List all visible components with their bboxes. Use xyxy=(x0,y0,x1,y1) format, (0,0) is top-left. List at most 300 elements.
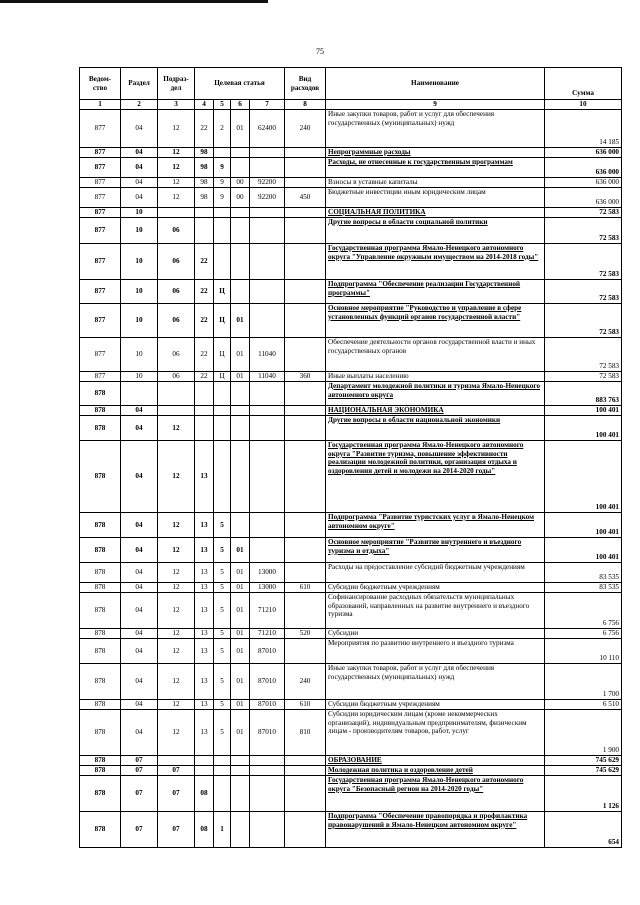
cell-subsection: 12 xyxy=(158,148,195,158)
cell-expense-type: 610 xyxy=(285,583,326,593)
cell-target-4 xyxy=(250,776,285,812)
cell-expense-type xyxy=(285,538,326,563)
cell-section: 04 xyxy=(121,538,158,563)
cell-target-2 xyxy=(214,244,231,280)
cell-target-3 xyxy=(231,766,250,776)
cell-name: Непрограммные расходы xyxy=(326,148,545,158)
cell-subsection: 12 xyxy=(158,188,195,208)
cell-target-4: 11040 xyxy=(250,372,285,382)
table-row xyxy=(80,158,622,178)
cell-name: Субсидии бюджетным учреждениям xyxy=(326,700,545,710)
cell-expense-type xyxy=(285,416,326,441)
cell-subsection: 12 xyxy=(158,629,195,639)
cell-target-1: 08 xyxy=(195,776,214,812)
cell-target-1 xyxy=(195,382,214,406)
cell-subsection: 12 xyxy=(158,441,195,513)
cell-name: Департамент молодежной политики и туризма Ямало-Ненецкого автономного округа xyxy=(326,382,545,406)
col-number: 6 xyxy=(231,100,250,110)
cell-sum: 654 xyxy=(545,812,622,848)
cell-target-2 xyxy=(214,218,231,244)
cell-department: 878 xyxy=(80,700,121,710)
table-row xyxy=(80,406,622,416)
cell-department: 877 xyxy=(80,280,121,304)
cell-target-1: 22 xyxy=(195,280,214,304)
cell-subsection: 12 xyxy=(158,416,195,441)
cell-expense-type: 520 xyxy=(285,629,326,639)
cell-name: Субсидии юридическим лицам (кроме некоммерческих организаций), индивидуальным предпринимателям, физическим лицам - производителям товаров, работ, услуг xyxy=(326,710,545,756)
cell-target-1: 22 xyxy=(195,372,214,382)
cell-name: Государственная программа Ямало-Ненецкого автономного округа "Развитие туризма, повышение эффективности реализации молодежной политики, организация отдыха и оздоровления детей и молодежи на 2014-2020 годы" xyxy=(326,441,545,513)
cell-name: Другие вопросы в области национальной экономики xyxy=(326,416,545,441)
cell-sum: 6 510 xyxy=(545,700,622,710)
cell-sum: 100 401 xyxy=(545,416,622,441)
cell-department: 878 xyxy=(80,538,121,563)
cell-expense-type: 810 xyxy=(285,710,326,756)
cell-expense-type xyxy=(285,158,326,178)
cell-expense-type xyxy=(285,776,326,812)
cell-target-1: 13 xyxy=(195,629,214,639)
cell-subsection xyxy=(158,756,195,766)
cell-expense-type xyxy=(285,208,326,218)
cell-target-2: Ц xyxy=(214,280,231,304)
cell-department: 878 xyxy=(80,629,121,639)
cell-name: Бюджетные инвестиции иным юридическим лицам xyxy=(326,188,545,208)
cell-target-1 xyxy=(195,218,214,244)
cell-section: 10 xyxy=(121,244,158,280)
table-row xyxy=(80,148,622,158)
header-sum: Сумма xyxy=(545,68,622,100)
table-row xyxy=(80,110,622,148)
cell-name: Иные выплаты населению xyxy=(326,372,545,382)
table-row xyxy=(80,188,622,208)
col-number: 9 xyxy=(326,100,545,110)
table-row xyxy=(80,583,622,593)
cell-expense-type xyxy=(285,812,326,848)
cell-sum: 636 000 xyxy=(545,188,622,208)
cell-name: Основное мероприятие "Руководство и управление в сфере установленных функций органов государственной власти" xyxy=(326,304,545,338)
cell-target-3 xyxy=(231,812,250,848)
cell-sum: 72 583 xyxy=(545,208,622,218)
cell-target-1: 98 xyxy=(195,188,214,208)
cell-sum: 6 756 xyxy=(545,629,622,639)
cell-subsection: 06 xyxy=(158,244,195,280)
table-row xyxy=(80,756,622,766)
cell-subsection: 06 xyxy=(158,218,195,244)
cell-department: 877 xyxy=(80,148,121,158)
cell-target-4 xyxy=(250,756,285,766)
cell-name: Подпрограмма "Обеспечение реализации Государственной программы" xyxy=(326,280,545,304)
cell-target-4 xyxy=(250,441,285,513)
table-row xyxy=(80,441,622,513)
cell-section: 04 xyxy=(121,178,158,188)
cell-target-4: 87010 xyxy=(250,664,285,700)
cell-section: 04 xyxy=(121,441,158,513)
cell-target-4 xyxy=(250,208,285,218)
cell-expense-type xyxy=(285,338,326,372)
cell-sum: 72 583 xyxy=(545,338,622,372)
cell-target-2: 2 xyxy=(214,110,231,148)
cell-target-2 xyxy=(214,776,231,812)
cell-target-2: 5 xyxy=(214,664,231,700)
cell-subsection: 07 xyxy=(158,766,195,776)
cell-department: 878 xyxy=(80,766,121,776)
cell-name: Основное мероприятие "Развитие внутреннего и въездного туризма и отдыха" xyxy=(326,538,545,563)
table-row xyxy=(80,382,622,406)
cell-expense-type xyxy=(285,148,326,158)
cell-target-2: 5 xyxy=(214,513,231,538)
cell-target-2 xyxy=(214,416,231,441)
cell-subsection: 12 xyxy=(158,583,195,593)
cell-sum: 14 185 xyxy=(545,110,622,148)
col-number: 7 xyxy=(250,100,285,110)
cell-subsection xyxy=(158,208,195,218)
table-row xyxy=(80,563,622,583)
cell-sum: 83 535 xyxy=(545,563,622,583)
cell-section: 07 xyxy=(121,756,158,766)
cell-sum: 72 583 xyxy=(545,218,622,244)
cell-section: 04 xyxy=(121,110,158,148)
cell-target-1: 22 xyxy=(195,244,214,280)
cell-target-1 xyxy=(195,756,214,766)
cell-sum: 745 629 xyxy=(545,756,622,766)
cell-sum: 636 000 xyxy=(545,148,622,158)
cell-section: 07 xyxy=(121,776,158,812)
cell-target-2: Ц xyxy=(214,304,231,338)
cell-department: 878 xyxy=(80,664,121,700)
cell-target-2: 5 xyxy=(214,710,231,756)
cell-target-3 xyxy=(231,218,250,244)
col-number: 4 xyxy=(195,100,214,110)
cell-target-4 xyxy=(250,538,285,563)
cell-target-4 xyxy=(250,513,285,538)
cell-target-2 xyxy=(214,148,231,158)
cell-subsection: 12 xyxy=(158,639,195,664)
cell-department: 878 xyxy=(80,382,121,406)
cell-expense-type: 450 xyxy=(285,188,326,208)
cell-department: 877 xyxy=(80,338,121,372)
cell-target-4: 62400 xyxy=(250,110,285,148)
cell-section: 04 xyxy=(121,158,158,178)
cell-target-1 xyxy=(195,406,214,416)
cell-section: 10 xyxy=(121,218,158,244)
cell-subsection: 12 xyxy=(158,538,195,563)
cell-subsection: 12 xyxy=(158,664,195,700)
cell-section: 10 xyxy=(121,372,158,382)
cell-expense-type xyxy=(285,244,326,280)
cell-department: 877 xyxy=(80,178,121,188)
cell-expense-type: 240 xyxy=(285,110,326,148)
cell-target-4 xyxy=(250,218,285,244)
cell-section: 04 xyxy=(121,416,158,441)
cell-expense-type xyxy=(285,280,326,304)
cell-sum: 100 401 xyxy=(545,538,622,563)
cell-subsection: 12 xyxy=(158,513,195,538)
cell-sum: 72 583 xyxy=(545,280,622,304)
cell-name: Расходы, не отнесенные к государственным программам xyxy=(326,158,545,178)
cell-target-3: 01 xyxy=(231,304,250,338)
cell-section: 04 xyxy=(121,710,158,756)
table-body xyxy=(80,110,622,848)
table-row xyxy=(80,776,622,812)
cell-subsection: 12 xyxy=(158,110,195,148)
cell-sum: 745 629 xyxy=(545,766,622,776)
cell-section: 04 xyxy=(121,148,158,158)
cell-target-3 xyxy=(231,776,250,812)
cell-section: 04 xyxy=(121,406,158,416)
cell-target-3 xyxy=(231,158,250,178)
cell-target-4: 87010 xyxy=(250,710,285,756)
cell-target-4: 11040 xyxy=(250,338,285,372)
budget-table xyxy=(79,67,622,848)
cell-target-3: 01 xyxy=(231,110,250,148)
cell-subsection: 06 xyxy=(158,280,195,304)
cell-sum: 1 126 xyxy=(545,776,622,812)
cell-subsection: 12 xyxy=(158,710,195,756)
cell-section: 04 xyxy=(121,188,158,208)
cell-expense-type xyxy=(285,756,326,766)
header-name: Наименование xyxy=(326,68,545,100)
cell-target-1: 98 xyxy=(195,158,214,178)
col-number: 2 xyxy=(121,100,158,110)
table-row xyxy=(80,538,622,563)
col-number: 10 xyxy=(545,100,622,110)
cell-target-2: 5 xyxy=(214,700,231,710)
cell-target-3: 00 xyxy=(231,188,250,208)
cell-name: Иные закупки товаров, работ и услуг для обеспечения государственных (муниципальных) нужд xyxy=(326,110,545,148)
cell-section: 04 xyxy=(121,593,158,629)
cell-department: 878 xyxy=(80,406,121,416)
cell-section: 07 xyxy=(121,812,158,848)
cell-name: Софинансирование расходных обязательств муниципальных образований, направленных на развитие внутреннего и въездного туризма xyxy=(326,593,545,629)
cell-target-2: 5 xyxy=(214,583,231,593)
cell-name: Мероприятия по развитию внутреннего и въездного туризма xyxy=(326,639,545,664)
cell-department: 877 xyxy=(80,110,121,148)
cell-target-1: 13 xyxy=(195,513,214,538)
cell-target-2 xyxy=(214,766,231,776)
cell-department: 877 xyxy=(80,304,121,338)
cell-subsection: 12 xyxy=(158,158,195,178)
cell-department: 878 xyxy=(80,812,121,848)
cell-target-2: Ц xyxy=(214,372,231,382)
cell-target-3: 01 xyxy=(231,593,250,629)
table-row xyxy=(80,766,622,776)
cell-department: 878 xyxy=(80,513,121,538)
cell-target-2 xyxy=(214,756,231,766)
cell-target-4: 13000 xyxy=(250,583,285,593)
table-row xyxy=(80,812,622,848)
cell-target-3: 01 xyxy=(231,338,250,372)
cell-target-1: 13 xyxy=(195,639,214,664)
top-rule xyxy=(0,0,268,3)
cell-target-3: 01 xyxy=(231,629,250,639)
column-number-row xyxy=(80,100,622,110)
cell-subsection xyxy=(158,382,195,406)
cell-target-2: 5 xyxy=(214,593,231,629)
cell-department: 878 xyxy=(80,639,121,664)
table-row xyxy=(80,304,622,338)
cell-sum: 6 756 xyxy=(545,593,622,629)
cell-sum: 72 583 xyxy=(545,244,622,280)
cell-sum: 10 110 xyxy=(545,639,622,664)
cell-target-2: 5 xyxy=(214,563,231,583)
cell-expense-type: 360 xyxy=(285,372,326,382)
table-row xyxy=(80,280,622,304)
cell-department: 878 xyxy=(80,563,121,583)
cell-target-4 xyxy=(250,416,285,441)
cell-target-4 xyxy=(250,244,285,280)
cell-sum: 72 583 xyxy=(545,372,622,382)
table-row xyxy=(80,372,622,382)
table-row xyxy=(80,244,622,280)
cell-name: СОЦИАЛЬНАЯ ПОЛИТИКА xyxy=(326,208,545,218)
cell-subsection: 12 xyxy=(158,700,195,710)
table-row xyxy=(80,639,622,664)
cell-department: 878 xyxy=(80,593,121,629)
cell-target-2: Ц xyxy=(214,338,231,372)
cell-target-4: 13000 xyxy=(250,563,285,583)
cell-name: Другие вопросы в области социальной политики xyxy=(326,218,545,244)
header-section: Раздел xyxy=(121,68,158,100)
cell-expense-type xyxy=(285,406,326,416)
cell-target-4: 71210 xyxy=(250,593,285,629)
page-number: 75 xyxy=(316,47,324,56)
cell-expense-type xyxy=(285,382,326,406)
cell-expense-type xyxy=(285,593,326,629)
cell-target-2 xyxy=(214,208,231,218)
cell-target-3 xyxy=(231,756,250,766)
cell-target-3: 01 xyxy=(231,700,250,710)
cell-target-2: 9 xyxy=(214,188,231,208)
cell-target-3: 01 xyxy=(231,710,250,756)
cell-sum: 636 000 xyxy=(545,178,622,188)
cell-target-4: 87010 xyxy=(250,639,285,664)
cell-target-1: 13 xyxy=(195,583,214,593)
cell-sum: 1 700 xyxy=(545,664,622,700)
cell-section: 10 xyxy=(121,208,158,218)
cell-section: 04 xyxy=(121,639,158,664)
cell-section: 10 xyxy=(121,280,158,304)
cell-target-1: 98 xyxy=(195,148,214,158)
cell-target-1 xyxy=(195,208,214,218)
cell-target-3: 01 xyxy=(231,583,250,593)
cell-name: Государственная программа Ямало-Ненецкого автономного округа "Безопасный регион на 2014-2020 годы" xyxy=(326,776,545,812)
cell-target-1: 13 xyxy=(195,700,214,710)
cell-target-3: 01 xyxy=(231,538,250,563)
cell-target-2: 9 xyxy=(214,178,231,188)
cell-target-1: 13 xyxy=(195,441,214,513)
table-row xyxy=(80,513,622,538)
cell-target-3: 01 xyxy=(231,372,250,382)
header-target-article: Целевая статья xyxy=(195,68,285,100)
cell-target-3 xyxy=(231,208,250,218)
cell-subsection: 06 xyxy=(158,338,195,372)
cell-department: 878 xyxy=(80,583,121,593)
cell-department: 877 xyxy=(80,158,121,178)
cell-target-3 xyxy=(231,441,250,513)
cell-target-1: 13 xyxy=(195,593,214,629)
cell-target-1 xyxy=(195,766,214,776)
cell-expense-type xyxy=(285,639,326,664)
cell-target-4 xyxy=(250,148,285,158)
cell-expense-type xyxy=(285,304,326,338)
cell-sum: 883 763 xyxy=(545,382,622,406)
cell-target-3: 01 xyxy=(231,639,250,664)
cell-section: 04 xyxy=(121,629,158,639)
cell-sum: 100 401 xyxy=(545,406,622,416)
cell-department: 877 xyxy=(80,244,121,280)
cell-section: 10 xyxy=(121,304,158,338)
cell-name: Взносы в уставные капиталы xyxy=(326,178,545,188)
header-expense-type: Вид расходов xyxy=(285,68,326,100)
cell-sum: 1 900 xyxy=(545,710,622,756)
col-number: 8 xyxy=(285,100,326,110)
cell-target-4 xyxy=(250,158,285,178)
cell-target-4 xyxy=(250,280,285,304)
cell-expense-type xyxy=(285,218,326,244)
cell-subsection: 06 xyxy=(158,372,195,382)
cell-target-1: 98 xyxy=(195,178,214,188)
cell-target-3 xyxy=(231,416,250,441)
table-row xyxy=(80,700,622,710)
cell-name: Государственная программа Ямало-Ненецкого автономного округа "Управление окружным имуществом на 2014-2018 годы" xyxy=(326,244,545,280)
cell-section: 04 xyxy=(121,700,158,710)
cell-target-1: 13 xyxy=(195,710,214,756)
cell-target-4 xyxy=(250,766,285,776)
cell-sum: 636 000 xyxy=(545,158,622,178)
cell-target-4: 71210 xyxy=(250,629,285,639)
cell-target-1: 13 xyxy=(195,664,214,700)
cell-target-2: 5 xyxy=(214,639,231,664)
cell-expense-type: 610 xyxy=(285,700,326,710)
table-row xyxy=(80,338,622,372)
cell-target-4: 87010 xyxy=(250,700,285,710)
cell-target-3: 01 xyxy=(231,664,250,700)
cell-expense-type xyxy=(285,178,326,188)
header-subsection: Подраз- дел xyxy=(158,68,195,100)
table-row xyxy=(80,629,622,639)
cell-expense-type xyxy=(285,766,326,776)
cell-name: Подпрограмма "Развитие туристских услуг в Ямало-Ненецком автономном округе" xyxy=(326,513,545,538)
cell-target-2: 9 xyxy=(214,158,231,178)
cell-section: 07 xyxy=(121,766,158,776)
cell-name: Подпрограмма "Обеспечение правопорядка и профилактика правонарушений в Ямало-Ненецком автономном округе" xyxy=(326,812,545,848)
cell-target-3 xyxy=(231,382,250,406)
cell-target-4: 92200 xyxy=(250,188,285,208)
cell-target-1: 08 xyxy=(195,812,214,848)
cell-department: 877 xyxy=(80,208,121,218)
cell-sum: 100 401 xyxy=(545,513,622,538)
cell-target-2 xyxy=(214,382,231,406)
table-row xyxy=(80,208,622,218)
cell-subsection: 12 xyxy=(158,178,195,188)
cell-target-1: 13 xyxy=(195,563,214,583)
cell-subsection xyxy=(158,406,195,416)
cell-target-1: 13 xyxy=(195,538,214,563)
cell-name: НАЦИОНАЛЬНАЯ ЭКОНОМИКА xyxy=(326,406,545,416)
cell-subsection: 07 xyxy=(158,812,195,848)
cell-department: 877 xyxy=(80,218,121,244)
cell-expense-type xyxy=(285,563,326,583)
cell-target-2 xyxy=(214,406,231,416)
cell-expense-type: 240 xyxy=(285,664,326,700)
col-number: 1 xyxy=(80,100,121,110)
cell-sum: 72 583 xyxy=(545,304,622,338)
cell-expense-type xyxy=(285,441,326,513)
cell-target-1: 22 xyxy=(195,304,214,338)
cell-section: 10 xyxy=(121,338,158,372)
table-row xyxy=(80,710,622,756)
table-row xyxy=(80,664,622,700)
